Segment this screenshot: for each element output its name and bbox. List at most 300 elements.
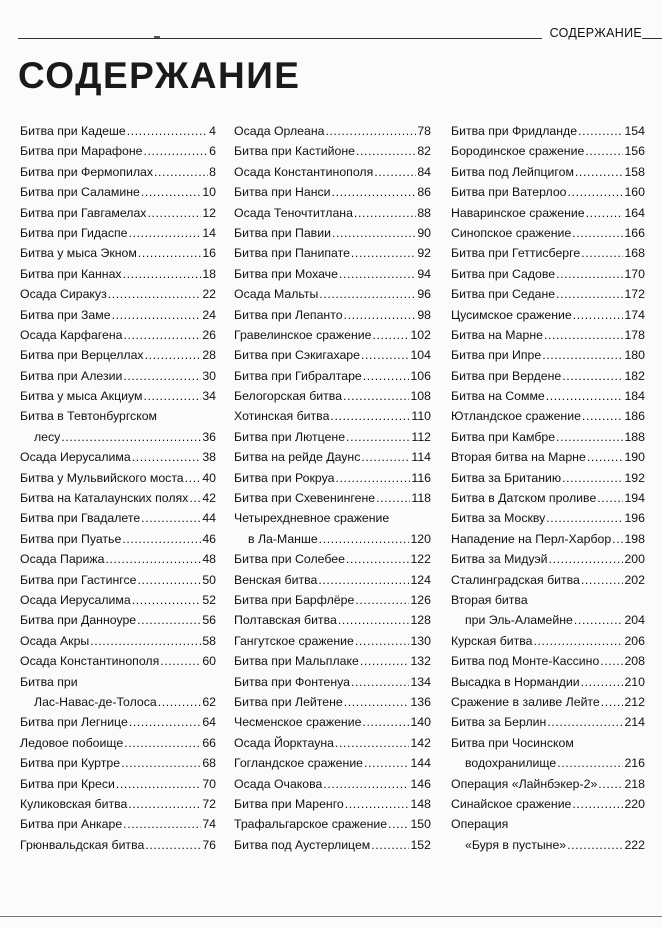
toc-entry-title: Битва при Вердене <box>451 368 562 383</box>
footer-rule <box>0 916 662 917</box>
toc-entry[interactable] <box>451 243 645 263</box>
toc-entry-title: Осада Иерусалима <box>20 450 131 465</box>
toc-leader-dots <box>143 386 201 406</box>
toc-entry[interactable] <box>20 366 216 386</box>
toc-entry-title: Хотинская битва <box>234 409 330 424</box>
toc-page-number: 74 <box>202 817 216 832</box>
toc-entry-title: Вторая битва <box>451 592 528 607</box>
toc-entry[interactable] <box>234 508 431 528</box>
toc-entry[interactable] <box>451 284 645 304</box>
toc-leader-dots <box>597 488 623 508</box>
toc-leader-dots <box>346 427 410 447</box>
toc-page-number: 220 <box>624 796 645 811</box>
toc-page-number: 156 <box>624 144 645 159</box>
toc-entry[interactable] <box>20 733 216 753</box>
toc-entry[interactable] <box>234 610 431 630</box>
toc-leader-dots <box>581 243 623 263</box>
toc-entry[interactable] <box>451 447 645 467</box>
toc-entry[interactable] <box>451 712 645 732</box>
toc-entry-title: Осада Константинополя <box>234 164 374 179</box>
toc-page-number: 116 <box>411 470 431 485</box>
toc-entry[interactable] <box>234 570 431 590</box>
toc-page-number: 216 <box>624 756 645 771</box>
toc-page-number: 118 <box>411 491 431 506</box>
toc-leader-dots <box>581 570 624 590</box>
toc-entry-title: Лас-Навас-де-Толоса <box>34 694 157 709</box>
toc-entry-title: Цусимское сражение <box>451 307 572 322</box>
toc-entry[interactable] <box>451 427 645 447</box>
toc-entry-title: Битва при Фонтенуа <box>234 674 350 689</box>
toc-entry[interactable] <box>20 345 216 365</box>
toc-leader-dots <box>138 243 202 263</box>
toc-leader-dots <box>141 182 201 202</box>
toc-page-number: 152 <box>410 837 431 852</box>
toc-leader-dots <box>132 447 202 467</box>
toc-leader-dots <box>546 386 624 406</box>
toc-page-number: 198 <box>624 531 645 546</box>
toc-page-number: 178 <box>624 327 645 342</box>
toc-entry[interactable] <box>20 570 216 590</box>
toc-leader-dots <box>123 814 201 834</box>
toc-entry[interactable] <box>234 223 431 243</box>
page-title: СОДЕРЖАНИЕ <box>18 55 301 96</box>
toc-leader-dots <box>185 468 202 488</box>
toc-leader-dots <box>567 835 623 855</box>
toc-entry[interactable] <box>451 468 645 488</box>
toc-entry[interactable] <box>234 835 431 855</box>
toc-entry[interactable] <box>451 141 645 161</box>
toc-entry-title: Гангутское сражение <box>234 633 354 648</box>
toc-entry-title: Наваринское сражение <box>451 205 585 220</box>
toc-page-number: 132 <box>410 654 431 669</box>
toc-entry[interactable] <box>20 814 216 834</box>
toc-entry-title: Осада Парижа <box>20 552 105 567</box>
toc-entry[interactable] <box>20 774 216 794</box>
toc-leader-dots <box>124 733 201 753</box>
toc-entry-title: Осада Очакова <box>234 776 323 791</box>
toc-leader-dots <box>361 447 410 467</box>
toc-entry-title: Битва при Гидаспе <box>20 225 128 240</box>
toc-leader-dots <box>360 651 410 671</box>
toc-entry[interactable] <box>20 325 216 345</box>
toc-leader-dots <box>160 651 201 671</box>
toc-page-number: 144 <box>410 756 431 771</box>
toc-leader-dots <box>581 672 624 692</box>
toc-entry-title: Битва при Маренго <box>234 796 344 811</box>
toc-entry-title: в Ла-Манше <box>248 531 318 546</box>
toc-entry-title: Битва при Кадеше <box>20 124 126 138</box>
toc-page-number: 92 <box>417 246 431 261</box>
toc-entry-title: Трафальгарское сражение <box>234 817 388 832</box>
toc-leader-dots <box>363 366 410 386</box>
toc-entry[interactable] <box>234 488 431 508</box>
toc-entry[interactable] <box>234 794 431 814</box>
toc-entry[interactable] <box>234 631 431 651</box>
toc-entry-title: Битва в Тевтонбургском <box>20 409 158 424</box>
toc-entry-title: Битва в Датском проливе <box>451 491 597 506</box>
toc-page-number: 154 <box>624 124 645 138</box>
toc-entry[interactable] <box>234 121 431 141</box>
toc-leader-dots <box>374 162 416 182</box>
toc-entry-title: лесу <box>34 429 61 444</box>
toc-entry[interactable] <box>451 121 645 141</box>
toc-leader-dots <box>364 753 409 773</box>
toc-page-number: 130 <box>410 633 431 648</box>
toc-entry-title: при Эль-Аламейне <box>465 613 573 628</box>
toc-entry-title: Осада Карфагена <box>20 327 123 342</box>
toc-leader-dots <box>319 529 410 549</box>
toc-entry[interactable] <box>234 712 431 732</box>
toc-entry[interactable] <box>234 468 431 488</box>
toc-entry-title: Гогландское сражение <box>234 756 364 771</box>
toc-entry[interactable] <box>234 753 431 773</box>
toc-entry[interactable] <box>234 549 431 569</box>
toc-page-number: 192 <box>624 470 645 485</box>
toc-entry[interactable] <box>234 427 431 447</box>
toc-column-3 <box>451 121 645 855</box>
toc-leader-dots <box>90 631 201 651</box>
toc-entry[interactable] <box>451 529 645 549</box>
toc-entry-title: Ютландское сражение <box>451 409 581 424</box>
toc-entry[interactable] <box>451 733 645 753</box>
toc-leader-dots <box>388 814 409 834</box>
toc-entry-title: Битва на Марне <box>451 327 543 342</box>
toc-leader-dots <box>568 182 624 202</box>
toc-entry[interactable] <box>20 672 216 692</box>
toc-entry[interactable] <box>234 264 431 284</box>
toc-entry-title: Битва при Ватерлоо <box>451 185 567 200</box>
toc-leader-dots <box>544 325 624 345</box>
toc-page-number: 98 <box>417 307 431 322</box>
toc-leader-dots <box>600 651 623 671</box>
toc-entry[interactable] <box>451 549 645 569</box>
toc-page-number: 66 <box>202 735 216 750</box>
toc-entry-title: Битва за Мидуэй <box>451 552 548 567</box>
toc-page-number: 184 <box>624 389 645 404</box>
print-mark <box>154 36 160 38</box>
toc-page-number: 128 <box>410 613 431 628</box>
toc-entry[interactable] <box>20 406 216 426</box>
toc-entry[interactable] <box>20 651 216 671</box>
toc-page-number: 150 <box>410 817 431 832</box>
toc-page-number: 136 <box>410 694 431 709</box>
toc-page-number: 170 <box>624 266 645 281</box>
toc-entry[interactable] <box>20 610 216 630</box>
toc-entry-title: Битва под Монте-Кассино <box>451 654 600 669</box>
toc-entry[interactable] <box>451 794 645 814</box>
toc-leader-dots <box>556 427 623 447</box>
toc-entry[interactable] <box>234 305 431 325</box>
toc-entry-title: Битва при Рокруа <box>234 470 335 485</box>
toc-entry[interactable] <box>451 488 645 508</box>
toc-entry-title: Битва при Заме <box>20 307 111 322</box>
toc-page-number: 44 <box>202 511 216 526</box>
toc-entry[interactable] <box>234 814 431 834</box>
toc-entry[interactable] <box>451 753 645 773</box>
toc-page-number: 142 <box>410 735 431 750</box>
toc-entry[interactable] <box>451 692 645 712</box>
toc-entry[interactable] <box>451 406 645 426</box>
toc-entry[interactable] <box>234 447 431 467</box>
toc-entry[interactable] <box>234 692 431 712</box>
toc-entry-title: Битва при Пуатье <box>20 531 122 546</box>
toc-entry-title: Сражение в заливе Лейте <box>451 694 600 709</box>
toc-entry[interactable] <box>451 203 645 223</box>
toc-page-number: 60 <box>202 654 216 669</box>
toc-entry[interactable] <box>20 386 216 406</box>
toc-leader-dots <box>546 508 623 528</box>
toc-page-number: 218 <box>624 776 645 791</box>
toc-page-number: 8 <box>209 164 216 179</box>
toc-entry-title: Битва при Лепанто <box>234 307 343 322</box>
toc-page-number: 106 <box>410 368 431 383</box>
toc-leader-dots <box>351 243 416 263</box>
toc-entry-title: Осада Сиракуз <box>20 287 107 302</box>
toc-entry-title: Битва при Нанси <box>234 185 331 200</box>
toc-page-number: 134 <box>410 674 431 689</box>
toc-entry[interactable] <box>451 162 645 182</box>
toc-leader-dots <box>549 549 624 569</box>
toc-page-number: 52 <box>202 592 216 607</box>
toc-entry[interactable] <box>20 121 216 141</box>
toc-entry[interactable] <box>20 305 216 325</box>
toc-entry[interactable] <box>20 264 216 284</box>
toc-entry[interactable] <box>234 203 431 223</box>
toc-page-number: 186 <box>624 409 645 424</box>
toc-leader-dots <box>351 672 410 692</box>
toc-leader-dots <box>132 590 202 610</box>
toc-entry[interactable] <box>20 590 216 610</box>
toc-entry-title: Битва при Гавгамелах <box>20 205 147 220</box>
toc-entry[interactable] <box>20 223 216 243</box>
toc-page-number: 164 <box>624 205 645 220</box>
toc-leader-dots <box>572 794 623 814</box>
toc-entry-title: Битва у мыса Акциум <box>20 389 143 404</box>
toc-entry[interactable] <box>451 366 645 386</box>
toc-entry-title: Осада Орлеана <box>234 124 325 138</box>
toc-entry-title: Битва за Берлин <box>451 715 547 730</box>
toc-leader-dots <box>356 141 416 161</box>
toc-leader-dots <box>137 570 201 590</box>
toc-page-number: 16 <box>202 246 216 261</box>
toc-leader-dots <box>574 610 624 630</box>
toc-leader-dots <box>344 305 417 325</box>
toc-entry-title: Осада Иерусалима <box>20 592 131 607</box>
toc-leader-dots <box>123 264 202 284</box>
toc-page-number: 76 <box>202 837 216 852</box>
toc-leader-dots <box>121 753 201 773</box>
toc-entry-title: Битва при Фридланде <box>451 124 578 138</box>
toc-entry[interactable] <box>20 508 216 528</box>
toc-entry[interactable] <box>20 203 216 223</box>
toc-leader-dots <box>578 121 623 141</box>
toc-entry[interactable] <box>20 549 216 569</box>
toc-page-number: 90 <box>417 225 431 240</box>
toc-entry[interactable] <box>234 162 431 182</box>
toc-entry-title: Битва при Гастингсе <box>20 572 137 587</box>
toc-leader-dots <box>112 305 202 325</box>
toc-leader-dots <box>562 366 623 386</box>
toc-entry[interactable] <box>234 345 431 365</box>
toc-leader-dots <box>557 753 623 773</box>
toc-entry[interactable] <box>451 610 645 630</box>
toc-leader-dots <box>376 488 410 508</box>
toc-leader-dots <box>145 835 201 855</box>
toc-entry-title: Осада Теночтитлана <box>234 205 353 220</box>
toc-entry-title: Битва при Кастийоне <box>234 144 355 159</box>
toc-page-number: 72 <box>202 796 216 811</box>
toc-entry[interactable] <box>234 774 431 794</box>
toc-page-number: 42 <box>202 491 216 506</box>
toc-entry[interactable] <box>20 162 216 182</box>
toc-entry-title: Битва при <box>20 674 78 689</box>
toc-entry[interactable] <box>20 468 216 488</box>
toc-leader-dots <box>361 345 409 365</box>
toc-entry-title: Бородинское сражение <box>451 144 585 159</box>
toc-entry-title: Сталинградская битва <box>451 572 580 587</box>
toc-entry-title: Битва при Павии <box>234 225 331 240</box>
toc-page-number: 188 <box>624 429 645 444</box>
toc-entry-title: Битва при Гибралтаре <box>234 368 362 383</box>
toc-entry[interactable] <box>451 325 645 345</box>
toc-page-number: 56 <box>202 613 216 628</box>
toc-leader-dots <box>585 141 623 161</box>
toc-page-number: 104 <box>410 348 431 363</box>
toc-entry-title: Битва на рейде Даунс <box>234 450 361 465</box>
toc-entry[interactable] <box>451 651 645 671</box>
toc-entry[interactable] <box>451 182 645 202</box>
toc-entry[interactable] <box>234 733 431 753</box>
toc-entry-title: Синопское сражение <box>451 225 572 240</box>
toc-entry[interactable] <box>234 529 431 549</box>
toc-entry-title: Операция «Лайнбэкер-2» <box>451 776 598 791</box>
toc-leader-dots <box>319 284 416 304</box>
toc-entry[interactable] <box>20 712 216 732</box>
toc-entry-title: Битва при Солебее <box>234 552 345 567</box>
toc-entry[interactable] <box>20 753 216 773</box>
toc-entry[interactable] <box>20 182 216 202</box>
toc-leader-dots <box>330 406 410 426</box>
toc-entry[interactable] <box>234 243 431 263</box>
toc-entry[interactable] <box>234 386 431 406</box>
toc-entry[interactable] <box>234 590 431 610</box>
toc-entry[interactable] <box>234 366 431 386</box>
toc-page-number: 174 <box>624 307 645 322</box>
toc-leader-dots <box>586 203 624 223</box>
toc-entry-title: Осада Мальты <box>234 287 319 302</box>
toc-entry[interactable] <box>451 774 645 794</box>
toc-entry[interactable] <box>20 794 216 814</box>
toc-entry[interactable] <box>20 141 216 161</box>
toc-entry[interactable] <box>20 243 216 263</box>
toc-leader-dots <box>141 508 201 528</box>
toc-leader-dots <box>144 141 209 161</box>
toc-entry[interactable] <box>20 835 216 855</box>
toc-entry-title: Белогорская битва <box>234 389 343 404</box>
toc-leader-dots <box>355 631 410 651</box>
toc-entry[interactable] <box>451 223 645 243</box>
toc-entry[interactable] <box>234 672 431 692</box>
toc-page-number: 124 <box>410 572 431 587</box>
toc-entry[interactable] <box>451 814 645 834</box>
toc-page-number: 12 <box>202 205 216 220</box>
toc-page-number: 18 <box>202 266 216 281</box>
toc-leader-dots <box>534 631 624 651</box>
toc-page-number: 168 <box>624 246 645 261</box>
toc-leader-dots <box>127 121 208 141</box>
toc-page-number: 38 <box>202 450 216 465</box>
toc-leader-dots <box>189 488 201 508</box>
toc-leader-dots <box>323 774 409 794</box>
toc-entry[interactable] <box>451 631 645 651</box>
toc-leader-dots <box>129 712 202 732</box>
toc-entry[interactable] <box>451 386 645 406</box>
toc-column-1 <box>20 121 216 855</box>
toc-leader-dots <box>547 712 623 732</box>
toc-leader-dots <box>61 427 201 447</box>
toc-entry[interactable] <box>20 427 216 447</box>
toc-entry-title: Битва при Марафоне <box>20 144 143 159</box>
toc-entry[interactable] <box>20 692 216 712</box>
toc-entry-title: Битва при Данноуре <box>20 613 137 628</box>
toc-page-number: 204 <box>624 613 645 628</box>
toc-page-number: 200 <box>624 552 645 567</box>
toc-leader-dots <box>128 794 201 814</box>
toc-page-number: 140 <box>410 715 431 730</box>
toc-entry-title: Битва при Саламине <box>20 185 140 200</box>
toc-entry-title: Битва под Аустерлицем <box>234 837 371 852</box>
toc-entry[interactable] <box>234 651 431 671</box>
toc-entry[interactable] <box>451 672 645 692</box>
toc-entry[interactable] <box>234 406 431 426</box>
toc-page-number: 94 <box>417 266 431 281</box>
toc-entry-title: Битва при Сэкигахаре <box>234 348 360 363</box>
toc-entry[interactable] <box>451 590 645 610</box>
toc-entry[interactable] <box>20 631 216 651</box>
toc-leader-dots <box>332 223 416 243</box>
toc-entry[interactable] <box>234 141 431 161</box>
toc-leader-dots <box>612 529 623 549</box>
toc-entry[interactable] <box>234 284 431 304</box>
toc-leader-dots <box>335 468 410 488</box>
toc-entry[interactable] <box>20 529 216 549</box>
toc-entry-title: Битва при Геттисберге <box>451 246 581 261</box>
toc-entry[interactable] <box>20 488 216 508</box>
toc-page-number: 34 <box>202 389 216 404</box>
toc-page-number: 102 <box>410 327 431 342</box>
toc-page-number: 212 <box>624 694 645 709</box>
toc-page-number: 28 <box>202 348 216 363</box>
toc-entry[interactable] <box>451 345 645 365</box>
toc-page-number: 182 <box>624 368 645 383</box>
toc-entry[interactable] <box>234 182 431 202</box>
toc-page-number: 40 <box>202 470 216 485</box>
toc-entry[interactable] <box>20 284 216 304</box>
toc-entry[interactable] <box>234 325 431 345</box>
toc-leader-dots <box>575 162 624 182</box>
toc-leader-dots <box>335 733 409 753</box>
toc-entry[interactable] <box>451 570 645 590</box>
toc-page-number: 112 <box>411 429 431 444</box>
toc-entry[interactable] <box>451 264 645 284</box>
toc-entry[interactable] <box>451 305 645 325</box>
toc-entry[interactable] <box>451 508 645 528</box>
toc-page-number: 208 <box>624 654 645 669</box>
toc-entry[interactable] <box>20 447 216 467</box>
toc-entry[interactable] <box>451 835 645 855</box>
toc-entry-title: Битва у мыса Экном <box>20 246 137 261</box>
toc-page-number: 30 <box>202 368 216 383</box>
